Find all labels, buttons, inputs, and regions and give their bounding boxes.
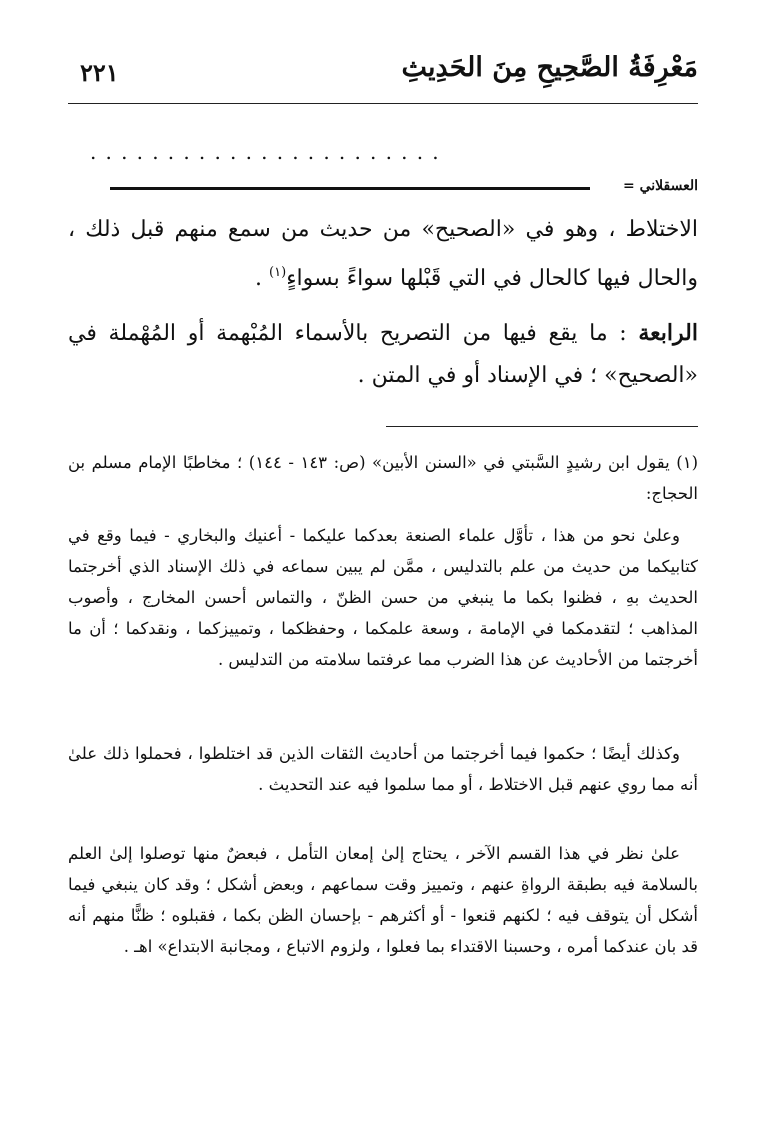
footnote-1: (١) يقول ابن رشيدٍ السَّبتي في «السنن الأبين» (ص: ١٤٣ - ١٤٤) ؛ مخاطبًا الإمام مسلم بن الحجاج: — [68, 453, 698, 503]
footnote-quote-paragraph-1: وعلىٰ نحو من هذا ، تأوَّل علماء الصنعة بعدكما عليكما - أعنيك والبخاري - فيما وقع في كتابيكما من حديث من علم بالتدليس ، ممَّن لم يبين سماعه في ذلك الإسناد الذي أخرجتما الحديث بهِ ، فظنوا بكما ما ينبغي من حسن الظنّ ، والتماس أحسن المخارج ، وأصوب المذاهب ؛ لتقدمكما في الإمامة ، وسعة علمكما ، وحفظكما ، وتمييزكما ، ونقدكما ؛ أن ما أخرجتما من الأحاديث عن هذا الضرب مما عرفتما سلامته من التدليس . — [68, 526, 698, 669]
commentator-label: العسقلاني = — [622, 178, 698, 194]
footnote-reference: (١) — [269, 265, 287, 280]
main-paragraph-2-text: : ما يقع فيها من التصريح بالأسماء المُبْهمة أو المُهْملة في «الصحيح» ؛ في الإسناد أو في المتن . — [68, 321, 698, 388]
footnote-quote-paragraph-3: علىٰ نظر في هذا القسم الآخر ، يحتاج إلىٰ إمعان التأمل ، فبعضٌ منها توصلوا إلىٰ العلم بالسلامة فيه بطبقة الرواةِ عنهم ، وتمييز وقت سماعهم ، وبعض أشكل ؛ وقد كان ينبغي فيما أشكل أن يتوقف فيه ؛ لكنهم قنعوا - أو أكثرهم - بإحسان الظن بكما ، فقبلوه ؛ ظنًّا منهم أنه قد بان عندكما أمره ، وحسبنا الاقتداء بما فعلوا ، ولزوم الاتباع ، ومجانبة الابتداع» اهـ . — [68, 844, 698, 956]
main-paragraph-1-text: الاختلاط ، وهو في «الصحيح» من حديث من سمع منهم قبل ذلك ، والحال فيها كالحال في التي قَبْلها سواءً بسواءٍ — [68, 217, 698, 291]
footnote-rule — [386, 426, 698, 427]
page-header — [68, 52, 698, 96]
dotted-separator: ....................... — [90, 140, 448, 164]
section-lead-word: الرابعة — [638, 320, 698, 346]
main-paragraph-2 — [68, 312, 698, 397]
page-number: ٢٢١ — [80, 58, 119, 87]
footnote-quote-paragraph-2: وكذلك أيضًا ؛ حكموا فيما أخرجتما من أحاديث الثقات الذين قد اختلطوا ، فحملوا ذلك علىٰ أنه مما روي عنهم قبل الاختلاط ، أو مما سلموا فيه عند التحديث . — [68, 744, 698, 794]
header-rule — [68, 103, 698, 104]
running-title: مَعْرِفَةُ الصَّحِيحِ مِنَ الحَدِيثِ — [401, 52, 698, 83]
commentator-rule — [110, 187, 590, 190]
main-paragraph-1-end: . — [255, 266, 270, 291]
main-paragraph-1 — [68, 208, 698, 300]
